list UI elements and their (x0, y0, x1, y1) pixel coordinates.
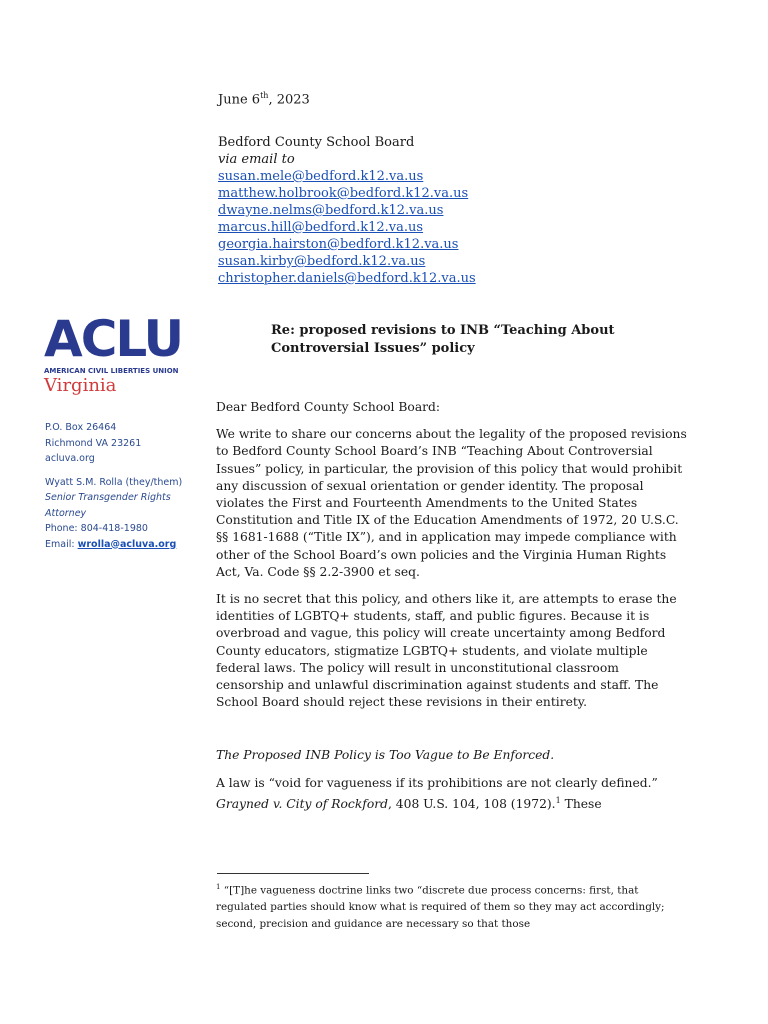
section-heading: The Proposed INB Policy is Too Vague to Be Enforced. (216, 748, 555, 763)
recipient-block (218, 134, 476, 287)
letter-date: June 6th, 2023 (218, 91, 310, 108)
author-name: Wyatt S.M. Rolla (they/them) (45, 476, 183, 488)
aclu-logo-text: ACLU (44, 310, 183, 368)
email-link-daniels[interactable]: christopher.daniels@bedford.k12.va.us (218, 271, 476, 286)
author-email-link[interactable]: wrolla@acluva.org (77, 538, 177, 550)
footnote-ref[interactable]: 1 (555, 795, 561, 805)
email-link-holbrook[interactable]: matthew.holbrook@bedford.k12.va.us (218, 186, 469, 201)
city-line: Richmond VA 23261 (45, 437, 142, 449)
po-box: P.O. Box 26464 (45, 422, 117, 433)
aclu-state-text: Virginia (44, 375, 117, 396)
aclu-virginia-logo (44, 310, 183, 396)
paragraph-2: It is no secret that this policy, and others like it, are attempts to erase the identities of LGBTQ+ students, staff, and public figures. Because it is overbroad and vague, this policy will create uncertainty among Bedford County educators, stigmatize LGBTQ+ students, and violate multiple federal laws. The policy will result in unconstitutional classroom censorship and unlawful discrimination against students and staff. The School Board should reject these revisions in their entirety. (216, 592, 677, 710)
author-phone: Phone: 804-418-1980 (45, 523, 148, 534)
author-title: Senior Transgender Rights Attorney (45, 492, 171, 519)
recipient-name: Bedford County School Board (218, 135, 415, 150)
aclu-union-text: AMERICAN CIVIL LIBERTIES UNION (44, 367, 179, 375)
paragraph-3: A law is “void for vagueness if its prohibitions are not clearly defined.” Grayned v. City of Rockford, 408 U.S. 104, 108 (1972).$^1$ These (216, 775, 658, 811)
email-link-mele[interactable]: susan.mele@bedford.k12.va.us (218, 169, 424, 184)
author-email-line: Email: wrolla@acluva.org (45, 538, 177, 550)
paragraph-1: We write to share our concerns about the legality of the proposed revisions to Bedford County School Board’s INB “Teaching About Controversial Issues” policy, in particular, the provision of this policy that would prohibit any discussion of sexual orientation or gender identity. The proposal violates the First and Fourteenth Amendments to the United States Constitution and Title IX of the Education Amendments of 1972, 20 U.S.C. §§ 1681-1688 (“Title IX”), and in application may impede compliance with other of the School Board’s own policies and the Virginia Human Rights Act, Va. Code §§ 2.2-3900 et seq. (216, 427, 687, 579)
re-line: Re: proposed revisions to INB “Teaching About Controversial Issues” policy (271, 323, 615, 356)
footnote-rule (217, 873, 369, 874)
email-link-hairston[interactable]: georgia.hairston@bedford.k12.va.us (218, 237, 459, 252)
website: acluva.org (45, 453, 95, 464)
footnote: $^1$ “[T]he vagueness doctrine links two “discrete due process concerns: first, that regulated parties should know what is required of them so they may act accordingly; second, precision and guidance are necessary so that those (216, 883, 665, 931)
contact-sidebar (45, 420, 205, 552)
salutation: Dear Bedford County School Board: (216, 400, 441, 414)
email-link-kirby[interactable]: susan.kirby@bedford.k12.va.us (218, 254, 426, 269)
letter-body (216, 399, 688, 823)
via-email-label: via email to (218, 152, 295, 167)
email-link-nelms[interactable]: dwayne.nelms@bedford.k12.va.us (218, 203, 444, 218)
email-link-hill[interactable]: marcus.hill@bedford.k12.va.us (218, 220, 424, 235)
